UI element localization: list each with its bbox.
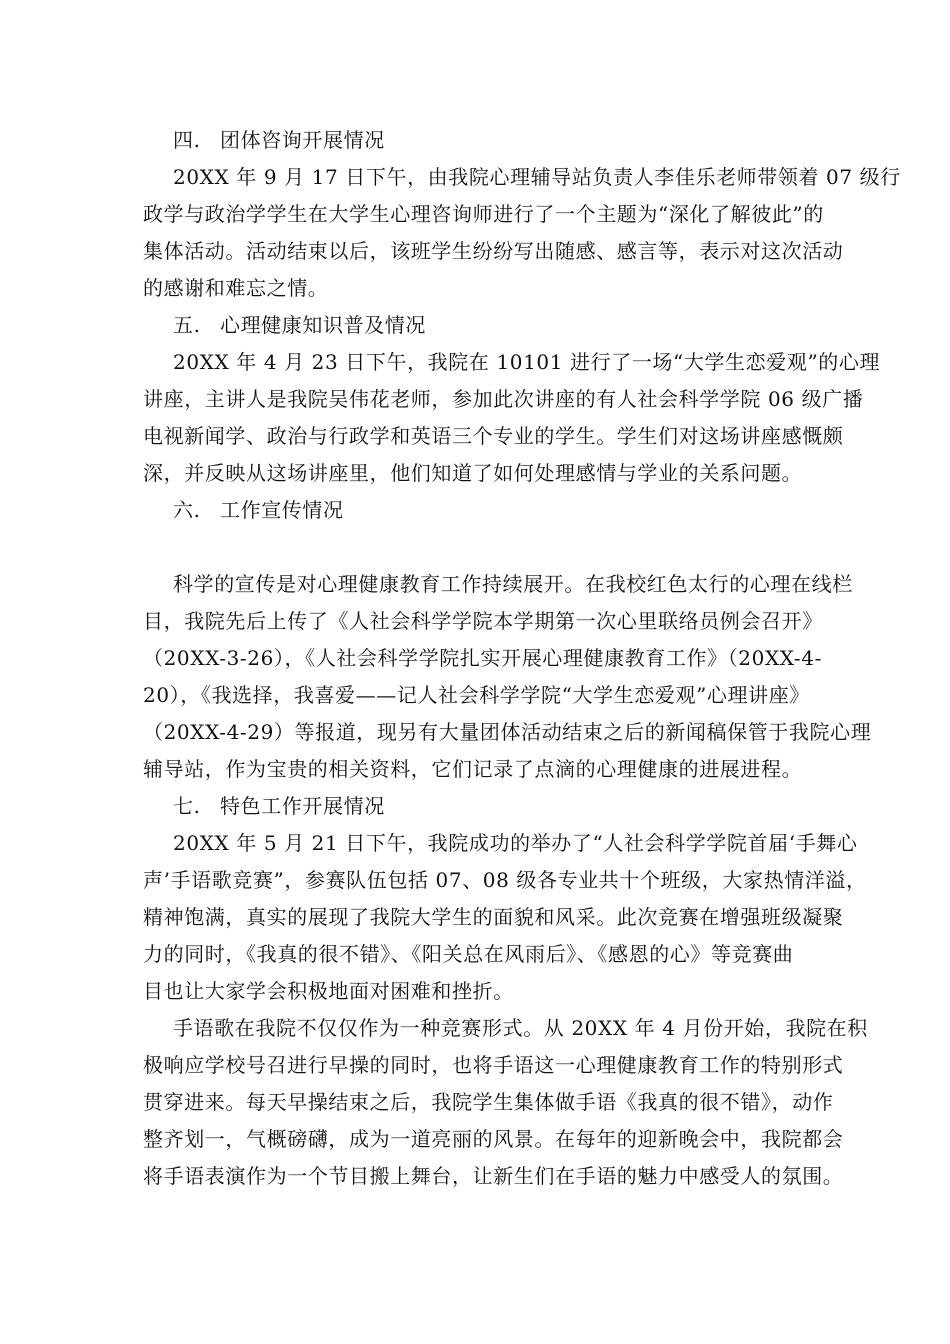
text-line: （20XX-4-29）等报道，现另有大量团体活动结束之后的新闻稿保管于我院心理 xyxy=(143,720,872,744)
section-title: 心理健康知识普及情况 xyxy=(220,313,426,337)
text-line: 声’手语歌竞赛”，参赛队伍包括 07、08 级各专业共十个班级，大家热情洋溢， xyxy=(143,868,867,892)
text-line: 讲座，主讲人是我院吴伟花老师，参加此次讲座的有人社会科学学院 06 级广播 xyxy=(143,387,864,411)
paragraph xyxy=(143,1010,868,1195)
text-line: 20XX 年 5 月 21 日下午，我院成功的举办了“人社会科学学院首届‘手舞心 xyxy=(173,831,858,855)
text-line: 的感谢和难忘之情。 xyxy=(143,276,329,300)
text-line: 目也让大家学会积极地面对困难和挫折。 xyxy=(143,979,514,1003)
section-number: 六. xyxy=(173,498,201,522)
paragraph xyxy=(143,344,881,492)
text-line: 将手语表演作为一个节目搬上舞台，让新生们在手语的魅力中感受人的氛围。 xyxy=(143,1164,844,1188)
paragraph xyxy=(143,159,901,307)
text-line: 电视新闻学、政治与行政学和英语三个专业的学生。学生们对这场讲座感慨颇 xyxy=(143,424,844,448)
text-line: 政学与政治学学生在大学生心理咨询师进行了一个主题为“深化了解彼此”的 xyxy=(143,202,824,226)
section-title: 特色工作开展情况 xyxy=(220,794,385,818)
text-line: 集体活动。活动结束以后，该班学生纷纷写出随感、感言等，表示对这次活动 xyxy=(143,239,844,263)
text-line: 20XX 年 4 月 23 日下午，我院在 10101 进行了一场“大学生恋爱观”的心理 xyxy=(173,350,881,374)
section-heading xyxy=(143,788,815,825)
text-line: 力的同时，《我真的很不错》、《阳关总在风雨后》、《感恩的心》等竞赛曲 xyxy=(143,942,794,966)
paragraph xyxy=(143,825,867,1010)
text-line: 目，我院先后上传了《人社会科学学院本学期第一次心里联络员例会召开》 xyxy=(143,609,823,633)
text-line: 辅导站，作为宝贵的相关资料，它们记录了点滴的心理健康的进展进程。 xyxy=(143,757,803,781)
text-line: 20），《我选择，我喜爱——记人社会科学学院“大学生恋爱观”心理讲座》 xyxy=(143,683,810,707)
section-number: 五. xyxy=(173,313,201,337)
text-line: 手语歌在我院不仅仅作为一种竞赛形式。从 20XX 年 4 月份开始，我院在积 xyxy=(173,1016,868,1040)
document-body xyxy=(143,122,901,1195)
text-line: 极响应学校号召进行早操的同时，也将手语这一心理健康教育工作的特别形式 xyxy=(143,1053,844,1077)
section-title: 工作宣传情况 xyxy=(220,498,344,522)
text-line: 精神饱满，真实的展现了我院大学生的面貌和风采。此次竞赛在增强班级凝聚 xyxy=(143,905,844,929)
text-line: 整齐划一，气概磅礴，成为一道亮丽的风景。在每年的迎新晚会中，我院都会 xyxy=(143,1127,844,1151)
section-heading xyxy=(143,492,815,529)
section-number: 四. xyxy=(173,128,201,152)
text-line: （20XX-3-26），《人社会科学学院扎实开展心理健康教育工作》（20XX-4- xyxy=(143,646,822,670)
text-line: 科学的宣传是对心理健康教育工作持续展开。在我校红色太行的心理在线栏 xyxy=(173,572,853,596)
text-line: 20XX 年 9 月 17 日下午，由我院心理辅导站负责人李佳乐老师带领着 07 级行 xyxy=(173,165,901,189)
text-line: 深，并反映从这场讲座里，他们知道了如何处理感情与学业的关系问题。 xyxy=(143,461,803,485)
section-heading xyxy=(143,122,815,159)
paragraph xyxy=(143,566,872,788)
blank-line xyxy=(143,529,815,566)
section-number: 七. xyxy=(173,794,201,818)
section-heading xyxy=(143,307,815,344)
text-line: 贯穿进来。每天早操结束之后，我院学生集体做手语《我真的很不错》，动作 xyxy=(143,1090,834,1114)
section-title: 团体咨询开展情况 xyxy=(220,128,385,152)
